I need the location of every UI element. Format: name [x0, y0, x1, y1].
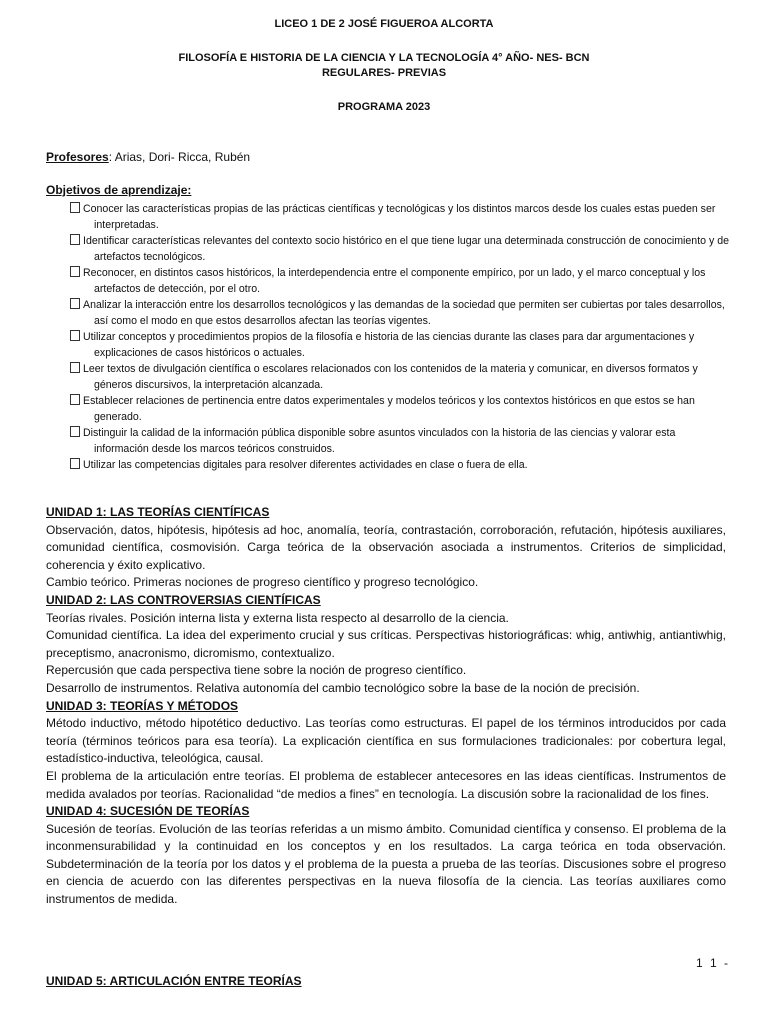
units-section	[46, 504, 726, 909]
checkbox-glyph-icon	[70, 362, 80, 373]
checkbox-glyph-icon	[70, 202, 80, 213]
school-name: LICEO 1 DE 2 JOSÉ FIGUEROA ALCORTA	[274, 18, 494, 30]
list-item: Establecer relaciones de pertinencia entre datos experimentales y modelos teóricos y los contextos históricos en que estos se han generado.	[70, 393, 730, 425]
list-item: Utilizar conceptos y procedimientos propios de la filosofía e historia de las ciencias durante las clases para dar argumentaciones y explicaciones de casos históricos o actuales.	[70, 329, 730, 361]
subject-title: FILOSOFÍA E HISTORIA DE LA CIENCIA Y LA TECNOLOGÍA 4° AÑO- NES- BCN	[178, 52, 590, 64]
unit-4-title: UNIDAD 4: SUCESIÓN DE TEORÍAS	[46, 804, 250, 819]
list-item: Conocer las características propias de las prácticas científicas y tecnológicas y los distintos marcos desde los cuales estas pueden ser interpretadas.	[70, 201, 730, 233]
list-item: Distinguir la calidad de la información pública disponible sobre asuntos vinculados con la historia de las ciencias y valorar esta información desde los marcos teóricos construidos.	[70, 425, 730, 457]
unit-1-paragraph: Observación, datos, hipótesis, hipótesis ad hoc, anomalía, teoría, contrastación, corroboración, refutación, hipótesis auxiliares, comunidad científica, cosmovisión. Carga teórica de la observación asociada a instrumentos. Criterios de simplicidad, coherencia y éxito explicativo.	[46, 522, 726, 572]
unit-3-paragraph: Método inductivo, método hipotético deductivo. Las teorías como estructuras. El papel de los términos introducidos por cada teoría (términos teóricos para esa teoría). La explicación científica en sus formulaciones tradicionales: por cobertura legal, estadístico-inductiva, teleológica, causal.	[46, 716, 726, 766]
professors-label: Profesores	[46, 150, 109, 164]
unit-5-title: UNIDAD 5: ARTICULACIÓN ENTRE TEORÍAS	[46, 974, 302, 988]
objectives-list	[70, 201, 730, 473]
unit-2-paragraph: Desarrollo de instrumentos. Relativa autonomía del cambio tecnológico sobre la base de la noción de precisión.	[46, 680, 640, 695]
checkbox-glyph-icon	[70, 458, 80, 469]
list-item: Analizar la interacción entre los desarrollos tecnológicos y las demandas de la sociedad que permiten ser cubiertas por tales desarrollos, así como el modo en que estos desarrollos afectan las teorías vigentes.	[70, 297, 730, 329]
checkbox-glyph-icon	[70, 266, 80, 277]
list-item: Identificar características relevantes del contexto socio histórico en el que tiene lugar una determinada construcción de conocimiento y de artefactos tecnológicos.	[70, 233, 730, 265]
unit-2-paragraph: Comunidad científica. La idea del experimento crucial y sus críticas. Perspectivas historiográficas: whig, antiwhig, antiantiwhig, preceptismo, anacronismo, dicromismo, contextualizo.	[46, 628, 726, 660]
unit-2-title: UNIDAD 2: LAS CONTROVERSIAS CIENTÍFICAS	[46, 592, 321, 607]
list-item: Utilizar las competencias digitales para resolver diferentes actividades en clase o fuera de ella.	[70, 457, 730, 473]
unit-4-paragraph: Sucesión de teorías. Evolución de las teorías referidas a un mismo ámbito. Comunidad científica y consenso. El problema de la inconmensurabilidad y la continuidad en los conceptos y en los resultados. La carga teórica en toda observación. Subdeterminación de la teoría por los datos y el problema de la puesta a prueba de las teorías. Discusiones sobre el progreso en ciencia de acuerdo con las diferentes perspectivas en la nueva filosofía de la ciencia. Las teorías auxiliares como instrumentos de medida.	[46, 821, 726, 907]
student-mode: REGULARES- PREVIAS	[321, 67, 447, 79]
checkbox-glyph-icon	[70, 234, 80, 245]
professors-names: : Arias, Dori- Ricca, Rubén	[108, 150, 251, 164]
professors-line	[46, 150, 250, 164]
checkbox-glyph-icon	[70, 426, 80, 437]
list-item: Reconocer, en distintos casos históricos, la interdependencia entre el componente empírico, por un lado, y el marco conceptual y los artefactos de detección, por el otro.	[70, 265, 730, 297]
unit-2-paragraph: Repercusión que cada perspectiva tiene sobre la noción de progreso científico.	[46, 663, 467, 678]
unit-1-title: UNIDAD 1: LAS TEORÍAS CIENTÍFICAS	[46, 505, 270, 519]
objectives-title: Objetivos de aprendizaje:	[46, 183, 192, 197]
unit-2-paragraph: Teorías rivales. Posición interna lista y externa lista respecto al desarrollo de la ciencia.	[46, 610, 509, 625]
checkbox-glyph-icon	[70, 298, 80, 309]
list-item: Leer textos de divulgación científica o escolares relacionados con los contenidos de la materia y comunicar, en diversos formatos y géneros discursivos, la interpretación alcanzada.	[70, 361, 730, 393]
unit-1-paragraph: Cambio teórico. Primeras nociones de progreso científico y progreso tecnológico.	[46, 575, 479, 590]
checkbox-glyph-icon	[70, 330, 80, 341]
unit-3-title: UNIDAD 3: TEORÍAS Y MÉTODOS	[46, 698, 239, 713]
page-number: 1 1 -	[696, 956, 731, 970]
checkbox-glyph-icon	[70, 394, 80, 405]
program-year: PROGRAMA 2023	[337, 101, 431, 113]
unit-3-paragraph: El problema de la articulación entre teorías. El problema de establecer antecesores en las ideas científicas. Instrumentos de medida avalados por teorías. Racionalidad “de medios a fines” en tecnología. La discusión sobre la racionalidad de los fines.	[46, 768, 726, 801]
